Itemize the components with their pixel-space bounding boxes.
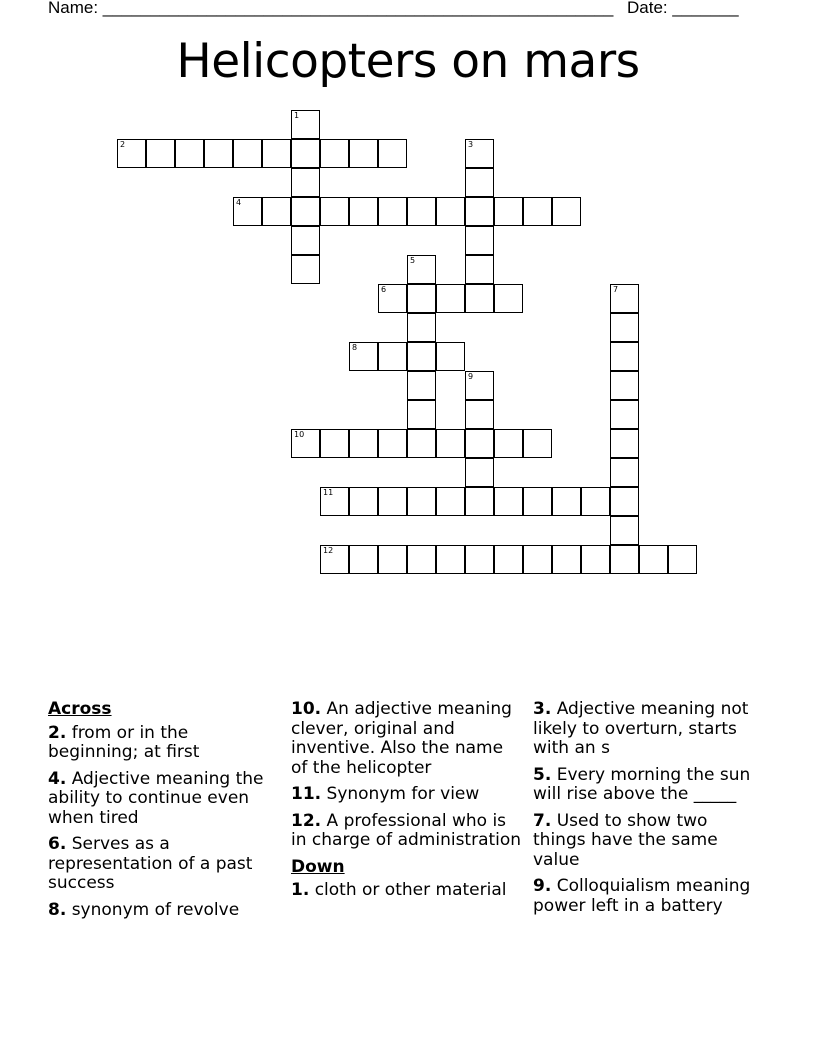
- grid-cell[interactable]: [494, 487, 523, 516]
- grid-cell[interactable]: [436, 197, 465, 226]
- grid-cell[interactable]: [407, 487, 436, 516]
- clue-text: Adjective meaning the ability to continue even when tired: [48, 768, 264, 828]
- grid-cell[interactable]: [465, 545, 494, 574]
- clue-number: 3.: [533, 699, 552, 719]
- grid-cell[interactable]: [610, 487, 639, 516]
- grid-cell[interactable]: [291, 139, 320, 168]
- cell-number: 6: [381, 285, 387, 294]
- date-field-label: Date: _______: [627, 0, 739, 17]
- grid-cell[interactable]: [378, 342, 407, 371]
- grid-cell[interactable]: [262, 197, 291, 226]
- cell-number: 7: [613, 285, 619, 294]
- grid-cell[interactable]: [378, 429, 407, 458]
- grid-cell[interactable]: [291, 226, 320, 255]
- grid-cell[interactable]: [378, 545, 407, 574]
- clue-text: Used to show two things have the same value: [533, 810, 718, 870]
- grid-cell[interactable]: [407, 400, 436, 429]
- grid-cell[interactable]: [436, 545, 465, 574]
- clue-down-3: [533, 700, 765, 759]
- grid-cell[interactable]: [523, 487, 552, 516]
- across-heading: Across: [48, 699, 112, 719]
- grid-cell[interactable]: [639, 545, 668, 574]
- grid-cell[interactable]: [291, 168, 320, 197]
- grid-cell[interactable]: [465, 458, 494, 487]
- grid-cell[interactable]: [349, 545, 378, 574]
- clue-down-9: [533, 877, 765, 916]
- clue-number: 7.: [533, 810, 552, 831]
- clue-across-2: [48, 724, 280, 763]
- grid-cell[interactable]: [407, 545, 436, 574]
- clue-across-12: [291, 812, 523, 851]
- grid-cell[interactable]: [233, 139, 262, 168]
- clue-across-11: [291, 785, 523, 805]
- grid-cell[interactable]: [465, 226, 494, 255]
- clue-across-10: [291, 700, 523, 778]
- clue-down-7: [533, 812, 765, 871]
- grid-cell[interactable]: [378, 487, 407, 516]
- grid-cell[interactable]: [465, 197, 494, 226]
- cell-number: 12: [323, 546, 334, 555]
- grid-cell[interactable]: [378, 197, 407, 226]
- grid-cell[interactable]: [610, 516, 639, 545]
- grid-cell[interactable]: [436, 284, 465, 313]
- grid-cell[interactable]: [436, 429, 465, 458]
- clue-text: synonym of revolve: [71, 899, 240, 920]
- grid-cell[interactable]: [407, 284, 436, 313]
- grid-cell[interactable]: [523, 429, 552, 458]
- cell-number: 1: [294, 111, 300, 120]
- grid-cell[interactable]: [465, 371, 494, 400]
- clue-text: Colloquialism meaning power left in a battery: [533, 876, 751, 916]
- grid-cell[interactable]: [320, 487, 349, 516]
- grid-cell[interactable]: [349, 139, 378, 168]
- grid-cell[interactable]: [465, 255, 494, 284]
- cell-number: 4: [236, 198, 242, 207]
- grid-cell[interactable]: [291, 429, 320, 458]
- grid-cell[interactable]: [146, 139, 175, 168]
- grid-cell[interactable]: [407, 429, 436, 458]
- grid-cell[interactable]: [465, 400, 494, 429]
- grid-cell[interactable]: [610, 313, 639, 342]
- grid-cell[interactable]: [378, 139, 407, 168]
- grid-cell[interactable]: [349, 197, 378, 226]
- grid-cell[interactable]: [552, 545, 581, 574]
- grid-cell[interactable]: [465, 429, 494, 458]
- grid-cell[interactable]: [320, 139, 349, 168]
- clue-text: Synonym for view: [326, 784, 480, 804]
- cell-number: 5: [410, 256, 416, 265]
- grid-cell[interactable]: [610, 371, 639, 400]
- clue-number: 9.: [533, 876, 552, 896]
- grid-cell[interactable]: [610, 545, 639, 574]
- grid-cell[interactable]: [320, 197, 349, 226]
- grid-cell[interactable]: [523, 197, 552, 226]
- grid-cell[interactable]: [523, 545, 552, 574]
- page-title: Helicopters on mars: [176, 34, 640, 89]
- grid-cell[interactable]: [407, 255, 436, 284]
- cell-number: 11: [323, 488, 334, 497]
- grid-cell[interactable]: [407, 313, 436, 342]
- grid-cell[interactable]: [581, 545, 610, 574]
- name-field-label: Name: ______________________________________________________: [48, 0, 614, 17]
- grid-cell[interactable]: [407, 371, 436, 400]
- grid-cell[interactable]: [494, 197, 523, 226]
- clue-text: cloth or other material: [314, 880, 507, 900]
- clue-down-1: [291, 881, 523, 901]
- cell-number: 8: [352, 343, 358, 352]
- grid-cell[interactable]: [668, 545, 697, 574]
- grid-cell[interactable]: [610, 284, 639, 313]
- grid-cell[interactable]: [349, 342, 378, 371]
- grid-cell[interactable]: [349, 429, 378, 458]
- clue-across-8: [48, 901, 280, 921]
- grid-cell[interactable]: [291, 255, 320, 284]
- grid-cell[interactable]: [465, 487, 494, 516]
- clue-column-2: [291, 700, 523, 908]
- grid-cell[interactable]: [233, 197, 262, 226]
- grid-cell[interactable]: [552, 487, 581, 516]
- grid-cell[interactable]: [494, 429, 523, 458]
- cell-number: 3: [468, 140, 474, 149]
- clue-number: 5.: [533, 764, 552, 785]
- grid-cell[interactable]: [175, 139, 204, 168]
- cell-number: 2: [120, 140, 126, 149]
- grid-cell[interactable]: [407, 197, 436, 226]
- grid-cell[interactable]: [407, 342, 436, 371]
- grid-cell[interactable]: [291, 110, 320, 139]
- clue-text: Adjective meaning not likely to overturn, starts with an s: [533, 699, 749, 758]
- grid-cell[interactable]: [610, 429, 639, 458]
- grid-cell[interactable]: [610, 342, 639, 371]
- clue-text: from or in the beginning; at first: [48, 722, 200, 762]
- grid-cell[interactable]: [581, 487, 610, 516]
- clue-number: 4.: [48, 768, 67, 789]
- grid-cell[interactable]: [610, 458, 639, 487]
- grid-cell[interactable]: [436, 342, 465, 371]
- clue-text: A professional who is in charge of administration: [291, 810, 522, 850]
- cell-number: 10: [294, 430, 305, 439]
- grid-cell[interactable]: [117, 139, 146, 168]
- grid-cell[interactable]: [552, 197, 581, 226]
- grid-cell[interactable]: [610, 400, 639, 429]
- clue-number: 10.: [291, 699, 322, 719]
- grid-cell[interactable]: [204, 139, 233, 168]
- clue-number: 1.: [291, 880, 310, 900]
- grid-cell[interactable]: [320, 429, 349, 458]
- clue-column-3: [533, 700, 765, 923]
- clue-number: 12.: [291, 810, 322, 831]
- grid-cell[interactable]: [494, 284, 523, 313]
- grid-cell[interactable]: [291, 197, 320, 226]
- clue-down-5: [533, 766, 765, 805]
- grid-cell[interactable]: [465, 139, 494, 168]
- clue-text: Every morning the sun will rise above the _____: [533, 764, 751, 804]
- clue-text: Serves as a representation of a past success: [48, 834, 253, 893]
- grid-cell[interactable]: [494, 545, 523, 574]
- grid-cell[interactable]: [465, 168, 494, 197]
- clue-number: 6.: [48, 834, 67, 854]
- clue-number: 11.: [291, 784, 322, 804]
- grid-cell[interactable]: [465, 284, 494, 313]
- grid-cell[interactable]: [320, 545, 349, 574]
- grid-cell[interactable]: [378, 284, 407, 313]
- clue-number: 2.: [48, 722, 67, 743]
- clue-text: An adjective meaning clever, original and inventive. Also the name of the helicopter: [291, 699, 512, 778]
- clue-across-6: [48, 835, 280, 894]
- grid-cell[interactable]: [349, 487, 378, 516]
- grid-cell[interactable]: [436, 487, 465, 516]
- clue-column-1: [48, 700, 280, 927]
- clue-number: 8.: [48, 899, 67, 920]
- grid-cell[interactable]: [262, 139, 291, 168]
- clue-across-4: [48, 770, 280, 829]
- cell-number: 9: [468, 372, 474, 381]
- down-heading: Down: [291, 856, 345, 877]
